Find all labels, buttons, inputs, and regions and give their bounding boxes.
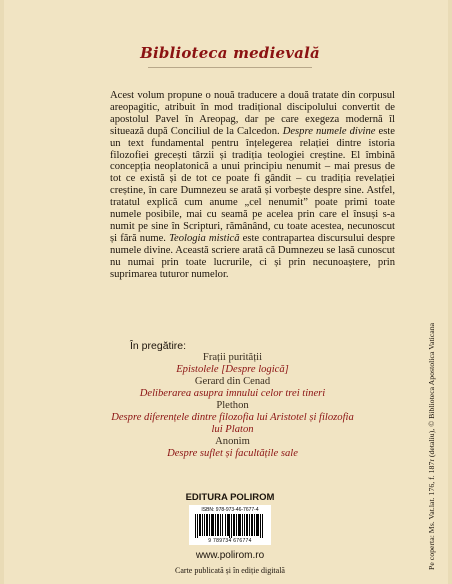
work-title-mystical-theology: Teologia mistică xyxy=(169,232,240,244)
list-item xyxy=(110,352,355,376)
publisher-name: EDITURA POLIROM xyxy=(185,492,275,503)
forthcoming-title: Deliberarea asupra imnului celor trei tineri xyxy=(139,388,326,399)
description-intro: Acest volum propune o nouă traducere a două tratate din corpusul areopagitic, atribuit în mod tradițional discipolului convertit de apostolul Pavel în Areopag, dar pe care exegeza modernă îl situează după Conciliul de la Calcedon. xyxy=(110,90,395,137)
forthcoming-title: Epistolele [Despre logică] xyxy=(176,364,289,375)
series-title: Biblioteca medievală xyxy=(140,44,320,62)
description-mystical-theology: este contrapartea discursului despre numele divine. Această scriere arată că Dumnezeu se lasă cunoscut nu numai prin toate lucrurile, ci și prin necunoaștere, prin suprimarea tuturor numelor. xyxy=(110,232,395,280)
list-item xyxy=(110,400,355,436)
in-preparation-list xyxy=(110,352,355,460)
isbn-barcode xyxy=(189,505,271,545)
list-item xyxy=(110,436,355,460)
forthcoming-author: Anonim xyxy=(215,436,250,447)
isbn-number: ISBN: 978-973-46-7677-4 xyxy=(201,507,259,513)
forthcoming-title: Despre diferențele dintre filozofia lui Aristotel și filozofia lui Platon xyxy=(111,412,354,435)
work-title-divine-names: Despre numele divine xyxy=(282,125,376,137)
description-divine-names: este un text fundamental pentru înțelegerea relației dintre istoria filozofiei grecești târzii și tradiția teologiei creștine. El îmbină concepția neoplatonică a unui principiu nenumit – mai presus de tot ce există și de tot ce poate fi gândit – cu tradiția revelației creștine, în care Dumnezeu se arată și vorbește despre sine. Astfel, tratatul explică cum anume „cel nenumit” poate primi toate numele posibile, mai cu seamă pe acelea prin care el însuși s-a numit pe sine în Scripturi, rămânând, cu toate acestea, necunoscut și fără nume. xyxy=(110,125,395,244)
forthcoming-title: Despre suflet și facultățile sale xyxy=(167,448,298,459)
digital-edition-note: Carte publicată și în ediție digitală xyxy=(175,566,285,575)
cover-image-credit: Pe coperta: Ms. Vat.lat. 176, f. 187r (detaliu), © Biblioteca Apostolica Vaticana xyxy=(427,322,436,570)
forthcoming-author: Frații purității xyxy=(202,352,263,363)
barcode-icon xyxy=(195,514,265,538)
list-item xyxy=(110,376,355,400)
barcode-digits: 9 789734 676774 xyxy=(208,538,252,544)
forthcoming-author: Gerard din Cenad xyxy=(194,376,271,387)
publisher-website: www.polirom.ro xyxy=(195,550,265,561)
in-preparation-heading: În pregătire: xyxy=(130,340,187,352)
forthcoming-author: Plethon xyxy=(216,400,249,411)
book-description xyxy=(110,90,395,281)
series-divider xyxy=(148,67,312,68)
